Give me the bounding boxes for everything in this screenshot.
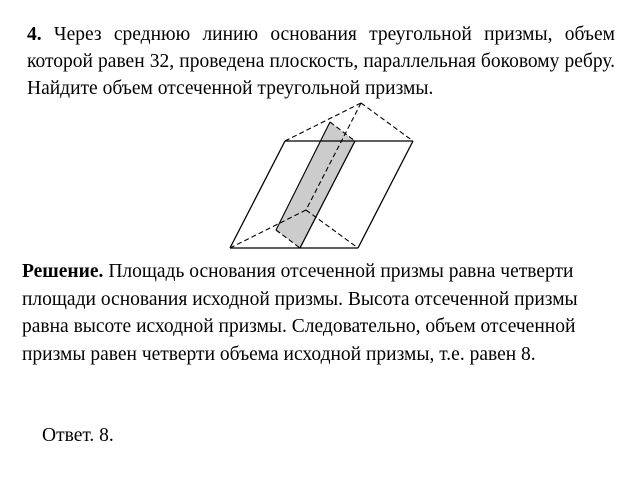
problem-text: Через среднюю линию основания треугольной призмы, объем которой равен 32, проведена плоскость, параллельная боковому ребру. Найдите объем отсеченной треугольной призмы. xyxy=(27,24,615,99)
top-edge-right xyxy=(361,103,413,141)
solution-label: Решение. xyxy=(22,261,104,282)
bottom-edge-right xyxy=(306,210,358,248)
lateral-edge-left xyxy=(230,141,285,248)
solution-block xyxy=(22,258,582,368)
lateral-edge-right xyxy=(358,141,413,248)
solution-text: Площадь основания отсеченной призмы равна четверти площади основания исходной призмы. Высота отсеченной призмы равна высоте исходной призмы. Следовательно, объем отсеченной призмы равен четверти объема исходной призмы, т.е. равен 8. xyxy=(22,261,578,365)
answer-text: Ответ. 8. xyxy=(42,425,114,446)
problem-number: 4. xyxy=(27,24,42,45)
